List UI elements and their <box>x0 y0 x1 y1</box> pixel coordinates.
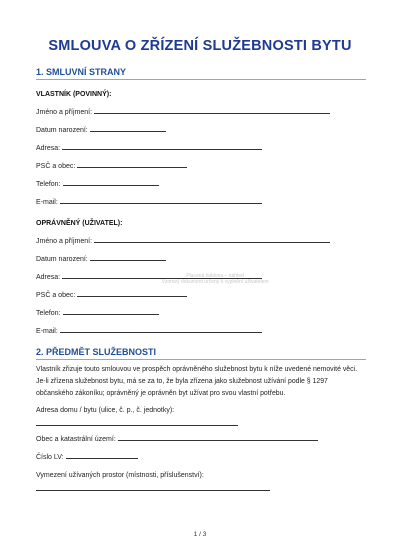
cadastral-field[interactable] <box>36 436 318 443</box>
watermark-line-2: Vzorový dokument určený k vyplnění uživatelem <box>161 279 269 285</box>
owner-zip-line[interactable] <box>77 167 187 168</box>
owner-birth-field[interactable] <box>36 127 166 134</box>
user-email-line[interactable] <box>60 332 262 333</box>
user-name-line[interactable] <box>94 242 330 243</box>
user-phone-line[interactable] <box>63 314 159 315</box>
house-address-line[interactable] <box>36 425 238 426</box>
premises-label: Vymezení užívaných prostor (místnosti, příslušenství): <box>36 472 204 479</box>
preview-watermark <box>150 273 280 285</box>
house-address-label: Adresa domu / bytu (ulice, č. p., č. jednotky): <box>36 407 175 414</box>
owner-name-label: Jméno a příjmení: <box>36 109 93 116</box>
subject-paragraph: Vlastník zřizuje touto smlouvou ve prospěch oprávněného služebnost bytu k níže uvedené nemovité věci. Je-li zřízena služebnost bytu, má se za to, že byla zřízena jako služebnost užívání podle § 1297 občanského zákoníku; oprávněný je oprávněn byt užívat pro svou vlastní potřebu. <box>36 366 357 397</box>
owner-address-field[interactable] <box>36 145 262 152</box>
page-number: 1 / 3 <box>193 531 207 538</box>
owner-birth-label: Datum narození: <box>36 127 88 134</box>
section-divider <box>36 79 366 80</box>
owner-address-line[interactable] <box>62 149 262 150</box>
lv-label: Číslo LV: <box>36 454 64 461</box>
user-zip-line[interactable] <box>77 296 187 297</box>
owner-email-label: E-mail: <box>36 199 58 206</box>
user-email-field[interactable] <box>36 328 262 335</box>
owner-email-line[interactable] <box>60 203 262 204</box>
user-birth-label: Datum narození: <box>36 256 88 263</box>
user-phone-field[interactable] <box>36 310 159 317</box>
owner-zip-label: PSČ a obec: <box>36 163 76 170</box>
owner-address-label: Adresa: <box>36 145 61 152</box>
user-zip-field[interactable] <box>36 292 187 299</box>
lv-field[interactable] <box>36 454 138 461</box>
owner-zip-field[interactable] <box>36 163 187 170</box>
cadastral-line[interactable] <box>118 440 318 441</box>
user-zip-label: PSČ a obec: <box>36 292 76 299</box>
user-name-field[interactable] <box>36 238 330 245</box>
watermark-line-1: Placená šablona – náhled <box>186 273 244 279</box>
user-name-label: Jméno a příjmení: <box>36 238 93 245</box>
owner-email-field[interactable] <box>36 199 262 206</box>
owner-heading: VLASTNÍK (POVINNÝ): <box>36 91 112 98</box>
user-birth-line[interactable] <box>90 260 166 261</box>
user-address-label: Adresa: <box>36 274 61 281</box>
user-birth-field[interactable] <box>36 256 166 263</box>
owner-name-line[interactable] <box>94 113 330 114</box>
owner-phone-field[interactable] <box>36 181 159 188</box>
cadastral-label: Obec a katastrální území: <box>36 436 116 443</box>
owner-name-field[interactable] <box>36 109 330 116</box>
section-heading-parties: 1. SMLUVNÍ STRANY <box>36 67 127 77</box>
premises-line[interactable] <box>36 490 270 491</box>
owner-phone-line[interactable] <box>63 185 159 186</box>
user-heading: OPRÁVNĚNÝ (UŽIVATEL): <box>36 220 123 227</box>
section-divider <box>36 359 366 360</box>
user-phone-label: Telefon: <box>36 310 61 317</box>
owner-phone-label: Telefon: <box>36 181 61 188</box>
owner-birth-line[interactable] <box>90 131 166 132</box>
lv-line[interactable] <box>66 458 138 459</box>
section-heading-subject: 2. PŘEDMĚT SLUŽEBNOSTI <box>36 347 157 357</box>
document-title: SMLOUVA O ZŘÍZENÍ SLUŽEBNOSTI BYTU <box>48 38 352 54</box>
user-email-label: E-mail: <box>36 328 58 335</box>
